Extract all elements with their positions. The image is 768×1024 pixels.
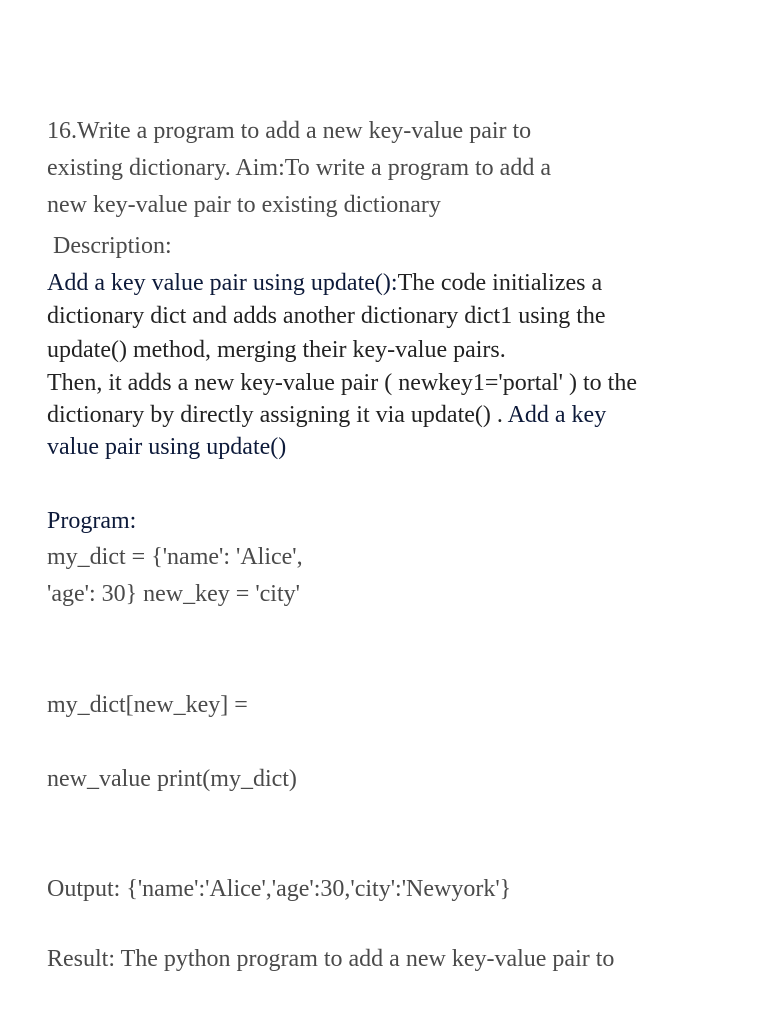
description-para2-line-3: value pair using update() <box>47 434 287 460</box>
description-para2-lead: dictionary by directly assigning it via update() . <box>47 402 508 428</box>
description-para2-rest: Add a key <box>507 402 607 428</box>
description-para1-lead: Add a key value pair using update(): <box>47 270 398 296</box>
heading-line-3: new key-value pair to existing dictionary <box>47 192 441 218</box>
description-para1-line-3: update() method, merging their key-value pairs. <box>47 337 506 363</box>
program-line-2: 'age': 30} new_key = 'city' <box>47 581 300 607</box>
heading-line-1: 16.Write a program to add a new key-value pair to <box>47 118 532 144</box>
output-line: Output: {'name':'Alice','age':30,'city':'Newyork'} <box>47 876 512 902</box>
description-para1-line-2: dictionary dict and adds another dictionary dict1 using the <box>47 303 606 329</box>
program-line-4: new_value print(my_dict) <box>47 766 297 792</box>
description-para1-line-1 <box>47 269 602 297</box>
program-line-3: my_dict[new_key] = <box>47 692 248 718</box>
description-label: Description: <box>47 233 172 259</box>
description-para2-line-2 <box>47 401 606 429</box>
program-line-1: my_dict = {'name': 'Alice', <box>47 544 303 570</box>
heading-line-2: existing dictionary. Aim:To write a program to add a <box>47 155 551 181</box>
result-line: Result: The python program to add a new key-value pair to <box>47 946 615 972</box>
description-para2-line-1: Then, it adds a new key-value pair ( newkey1='portal' ) to the <box>47 370 637 396</box>
description-para1-rest: The code initializes a <box>397 270 603 296</box>
program-label: Program: <box>47 508 137 534</box>
